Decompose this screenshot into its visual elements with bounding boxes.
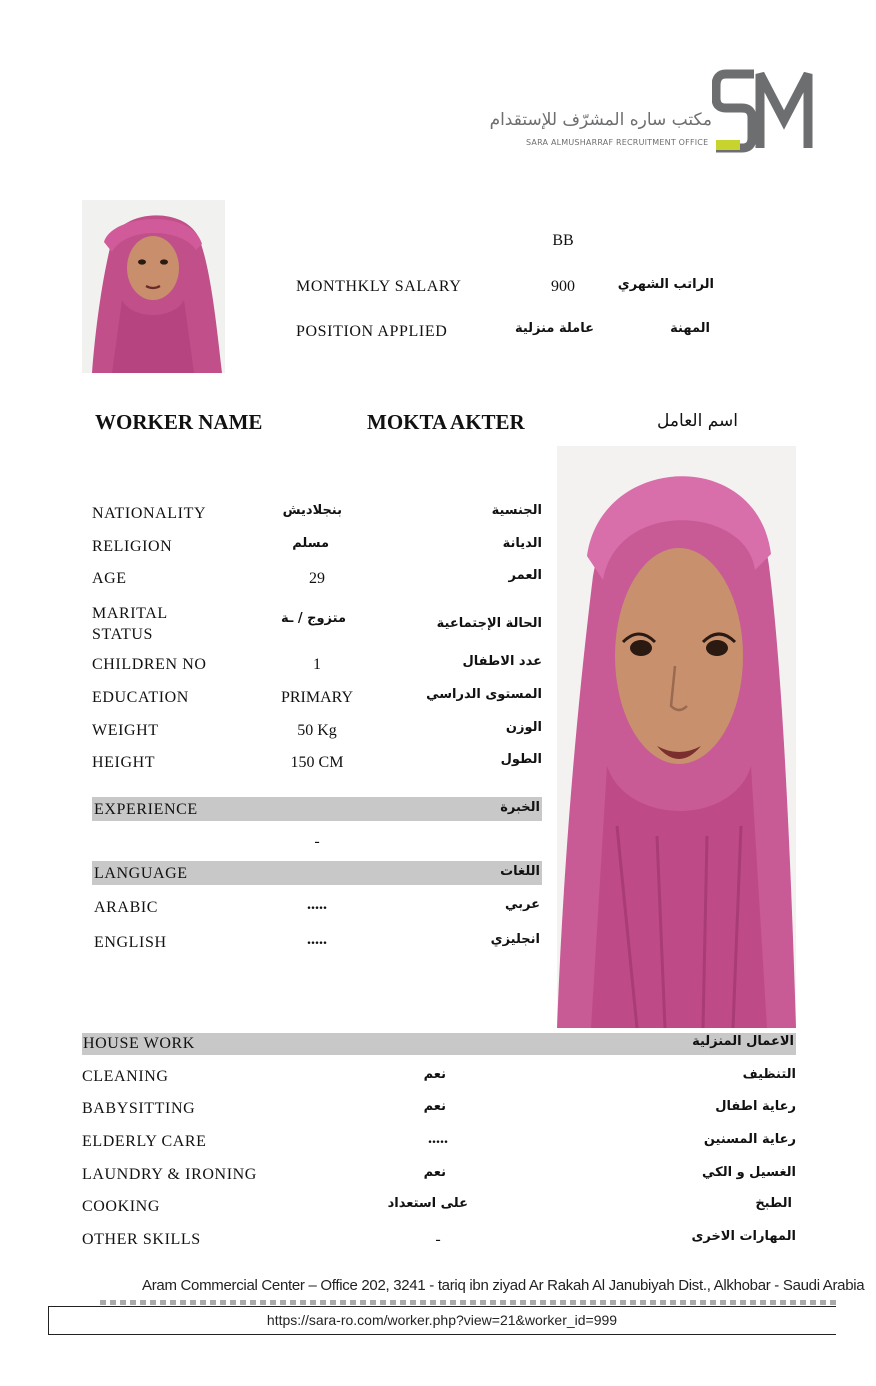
english-label: ENGLISH bbox=[94, 934, 167, 951]
nationality-label-ar: الجنسية bbox=[491, 503, 542, 518]
company-logo bbox=[489, 66, 820, 156]
worker-name-label: WORKER NAME bbox=[95, 410, 263, 434]
babysitting-value: نعم bbox=[423, 1099, 446, 1114]
babysitting-label: BABYSITTING bbox=[82, 1100, 196, 1117]
cooking-label: COOKING bbox=[82, 1198, 160, 1215]
footer-address: Aram Commercial Center – Office 202, 3241 - tariq ibn ziyad Ar Rakah Al Janubiyah Dist., Alkhobar - Saudi Arabia bbox=[142, 1277, 865, 1294]
experience-value: - bbox=[314, 833, 320, 850]
other-skills-label: OTHER SKILLS bbox=[82, 1231, 201, 1248]
cleaning-value: نعم bbox=[423, 1067, 446, 1082]
experience-label: EXPERIENCE bbox=[94, 801, 198, 818]
nationality-label: NATIONALITY bbox=[92, 505, 207, 522]
salary-value: 900 bbox=[551, 278, 575, 295]
children-label: CHILDREN NO bbox=[92, 656, 207, 673]
cooking-value: على استعداد bbox=[387, 1196, 468, 1211]
education-label-ar: المستوى الدراسي bbox=[426, 687, 542, 702]
worker-name-label-ar: اسم العامل bbox=[657, 411, 738, 431]
housework-label-ar: الاعمال المنزلية bbox=[692, 1034, 794, 1049]
experience-label-ar: الخبرة bbox=[500, 800, 540, 815]
position-label-ar: المهنة bbox=[670, 321, 710, 336]
weight-value: 50 Kg bbox=[297, 722, 337, 739]
page-url[interactable]: https://sara-ro.com/worker.php?view=21&worker_id=999 bbox=[266, 1312, 618, 1328]
age-label-ar: العمر bbox=[508, 568, 542, 583]
position-label: POSITION APPLIED bbox=[296, 323, 448, 340]
height-label-ar: الطول bbox=[500, 752, 542, 767]
other-skills-label-ar: المهارات الاخرى bbox=[691, 1229, 796, 1244]
weight-label-ar: الوزن bbox=[505, 720, 542, 735]
laundry-label: LAUNDRY & IRONING bbox=[82, 1166, 257, 1183]
age-value: 29 bbox=[309, 570, 325, 587]
language-label: LANGUAGE bbox=[94, 865, 188, 882]
cleaning-label-ar: التنظيف bbox=[742, 1067, 796, 1082]
other-skills-value: - bbox=[435, 1231, 441, 1248]
age-label: AGE bbox=[92, 570, 127, 587]
language-label-ar: اللغات bbox=[500, 864, 540, 879]
religion-label: RELIGION bbox=[92, 538, 173, 555]
elderly-care-label-ar: رعاية المسنين bbox=[703, 1132, 796, 1147]
babysitting-label-ar: رعاية اطفال bbox=[715, 1099, 796, 1114]
nationality-value: بنجلاديش bbox=[282, 503, 342, 518]
english-label-ar: انجليزي bbox=[490, 932, 540, 947]
housework-label: HOUSE WORK bbox=[83, 1035, 195, 1052]
elderly-care-label: ELDERLY CARE bbox=[82, 1133, 207, 1150]
elderly-care-value: ..... bbox=[428, 1130, 448, 1147]
logo-arabic-name: مكتب ساره المشرّف للإستقدام bbox=[489, 110, 712, 130]
position-value: عاملة منزلية bbox=[514, 321, 594, 336]
worker-photo-large bbox=[557, 446, 796, 1028]
salary-label-ar: الراتب الشهري bbox=[617, 277, 714, 292]
height-value: 150 CM bbox=[290, 754, 344, 771]
weight-label: WEIGHT bbox=[92, 722, 159, 739]
english-value: ..... bbox=[307, 931, 327, 948]
arabic-value: ..... bbox=[307, 896, 327, 913]
marital-status-value: متزوج / ـة bbox=[280, 611, 346, 626]
worker-name: MOKTA AKTER bbox=[367, 410, 525, 434]
salary-label: MONTHKLY SALARY bbox=[296, 278, 462, 295]
education-value: PRIMARY bbox=[280, 689, 354, 706]
worker-photo-small bbox=[82, 200, 225, 373]
worker-code: BB bbox=[552, 232, 574, 249]
marital-status-label: MARITAL STATUS bbox=[92, 605, 168, 643]
arabic-label: ARABIC bbox=[94, 899, 159, 916]
arabic-label-ar: عربي bbox=[504, 897, 540, 912]
education-label: EDUCATION bbox=[92, 689, 189, 706]
height-label: HEIGHT bbox=[92, 754, 156, 771]
laundry-value: نعم bbox=[423, 1165, 446, 1180]
cooking-label-ar: الطبخ bbox=[755, 1196, 792, 1211]
children-value: 1 bbox=[313, 656, 321, 673]
logo-english-name: SARA ALMUSHARRAF RECRUITMENT OFFICE bbox=[526, 138, 709, 147]
cleaning-label: CLEANING bbox=[82, 1068, 169, 1085]
children-label-ar: عدد الاطفال bbox=[462, 654, 542, 669]
religion-value: مسلم bbox=[292, 536, 329, 551]
laundry-label-ar: الغسيل و الكي bbox=[702, 1165, 796, 1180]
religion-label-ar: الديانة bbox=[502, 536, 542, 551]
marital-status-label-ar: الحالة الإجتماعية bbox=[436, 616, 542, 631]
footer-cut-line bbox=[100, 1300, 836, 1305]
logo-monogram bbox=[712, 68, 820, 154]
